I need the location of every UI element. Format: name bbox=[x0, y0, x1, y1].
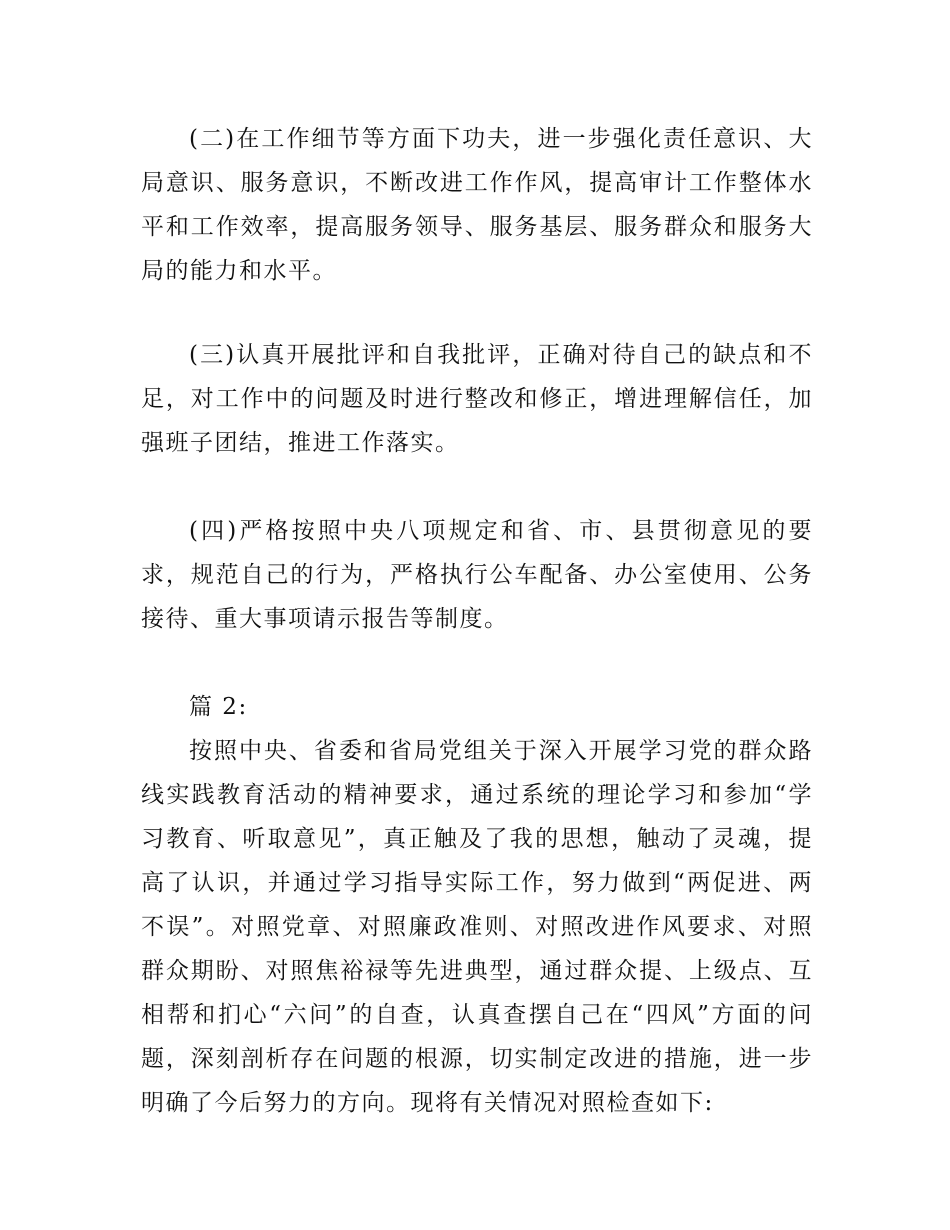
paragraph-text: (三)认真开展批评和自我批评，正确对待自己的缺点和不足，对工作中的问题及时进行整改和修正，增进理解信任，加强班子团结，推进工作落实。 bbox=[141, 342, 813, 456]
paragraph-3-criticism bbox=[141, 333, 813, 465]
paragraph-intro bbox=[141, 729, 813, 1125]
paragraph-text: (四)严格按照中央八项规定和省、市、县贯彻意见的要求，规范自己的行为，严格执行公车配备、办公室使用、公务接待、重大事项请示报告等制度。 bbox=[141, 518, 813, 632]
paragraph-2-details bbox=[141, 117, 813, 293]
section-heading bbox=[141, 685, 813, 729]
section-heading-text: 篇 2: bbox=[189, 694, 248, 720]
paragraph-text: 按照中央、省委和省局党组关于深入开展学习党的群众路线实践教育活动的精神要求，通过系统的理论学习和参加“学习教育、听取意见”，真正触及了我的思想，触动了灵魂，提高了认识，并通过学习指导实际工作，努力做到“两促进、两不误”。对照党章、对照廉政准则、对照改进作风要求、对照群众期盼、对照焦裕禄等先进典型，通过群众提、上级点、互相帮和扪心“六问”的自查，认真查摆自己在“四风”方面的问题，深刻剖析存在问题的根源，切实制定改进的措施，进一步明确了今后努力的方向。现将有关情况对照检查如下: bbox=[141, 738, 813, 1116]
paragraph-text: (二)在工作细节等方面下功夫，进一步强化责任意识、大局意识、服务意识，不断改进工作作风，提高审计工作整体水平和工作效率，提高服务领导、服务基层、服务群众和服务大局的能力和水平。 bbox=[141, 126, 813, 284]
paragraph-4-regulations bbox=[141, 509, 813, 641]
